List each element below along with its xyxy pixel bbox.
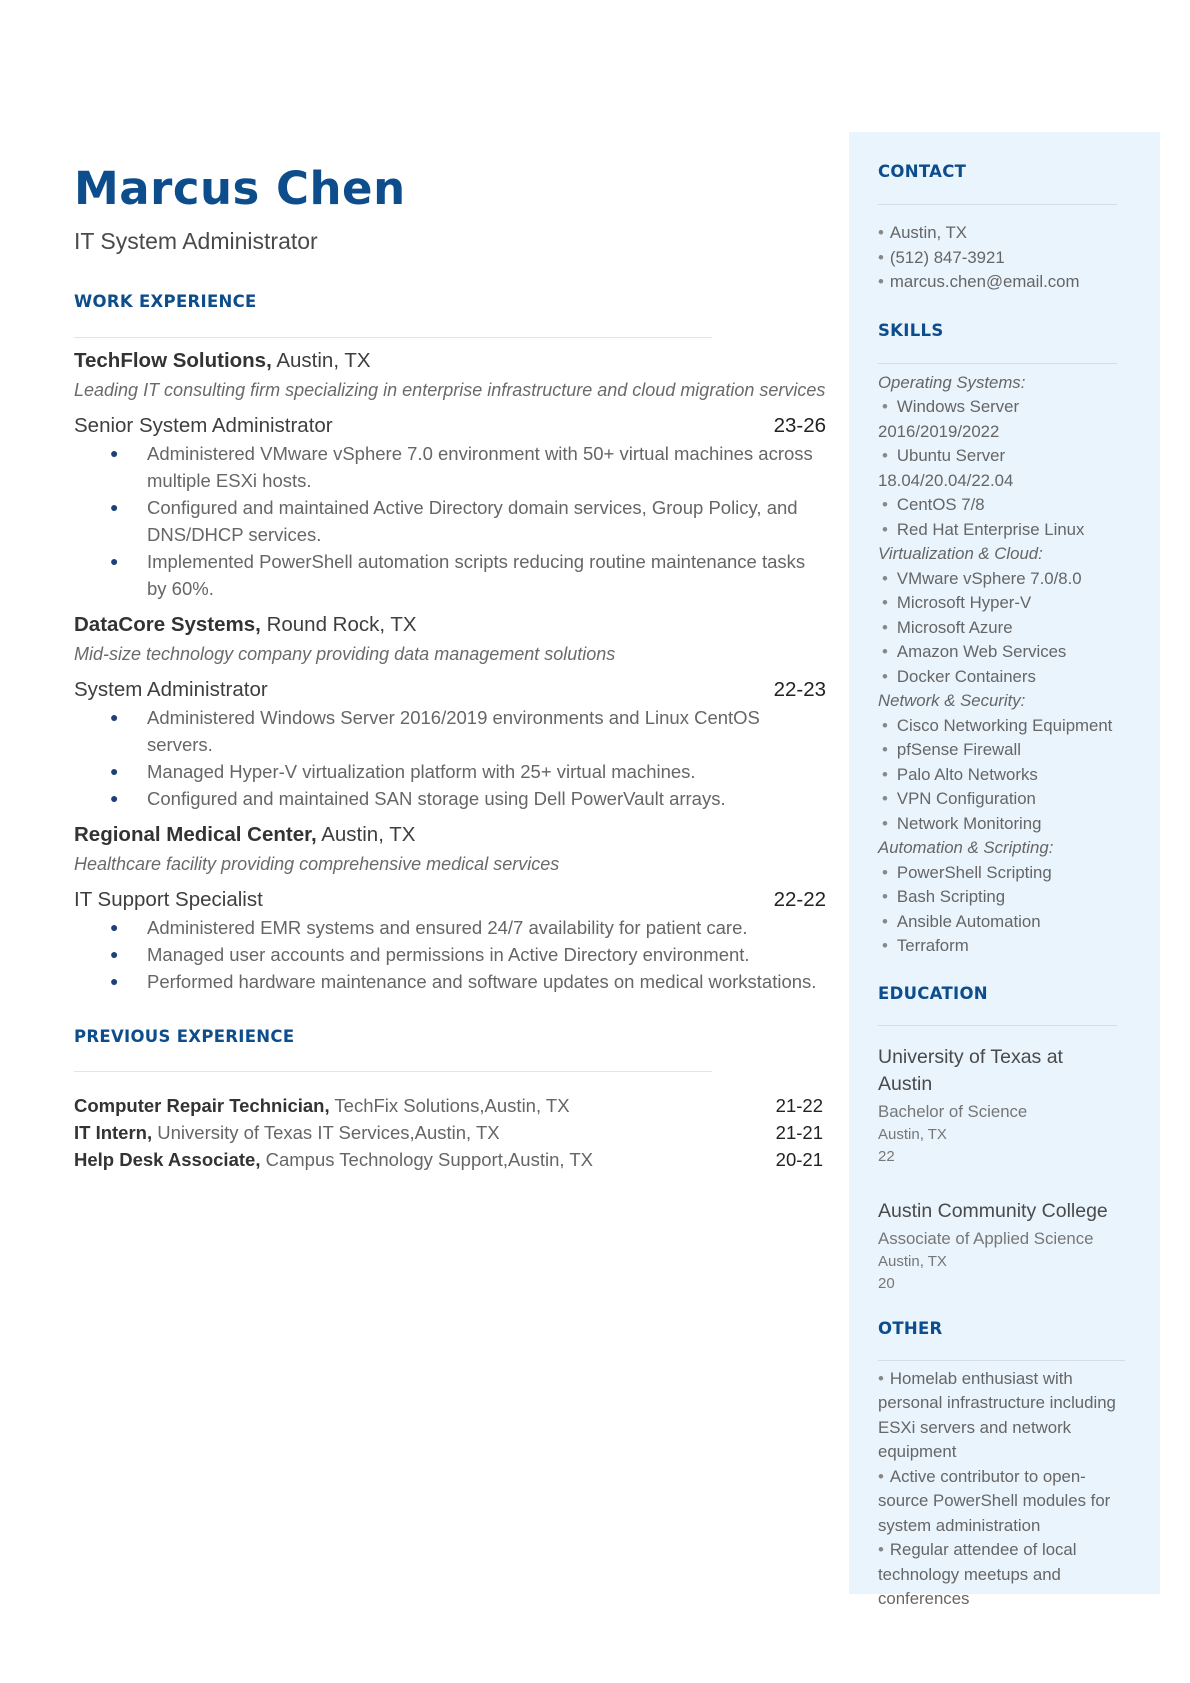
previous-job-role: IT Intern, [74,1122,153,1143]
contact-item: • Austin, TX [878,221,1160,246]
previous-job [74,1146,593,1173]
skill-item: • Ubuntu Server 18.04/20.04/22.04 [878,444,1128,493]
section-divider [878,1025,1117,1026]
skill-item: • Microsoft Hyper-V [878,591,1128,616]
other-item: • Regular attendee of local technology meetups and conferences [878,1538,1128,1612]
job-title: IT Support Specialist [74,888,263,911]
skill-item: • VPN Configuration [878,787,1128,812]
skill-item: • Microsoft Azure [878,616,1128,641]
skill-category: Operating Systems: [878,372,1026,392]
contact-item: • (512) 847-3921 [878,246,1160,271]
previous-job-org: TechFix Solutions,Austin, TX [329,1095,570,1116]
graduation-year: 22 [878,1147,895,1165]
section-divider [74,337,712,338]
job-title-row [74,676,826,703]
section-divider [878,204,1117,205]
school-location: Austin, TX [878,1125,947,1143]
company-header [74,822,826,848]
job-title-row [74,412,826,439]
bullet-item: ● Administered VMware vSphere 7.0 environment with 50+ virtual machines across multiple ESXi hosts. [74,440,826,494]
previous-experience-list [74,1092,826,1173]
skill-item: • Palo Alto Networks [878,763,1128,788]
education-heading: EDUCATION [878,983,988,1003]
bullet-item: ● Performed hardware maintenance and software updates on medical workstations. [74,968,826,995]
other-list [878,1367,1128,1612]
bullet-item: ● Configured and maintained Active Directory domain services, Group Policy, and DNS/DHCP services. [74,494,826,548]
company-location: Austin, TX [271,349,371,372]
previous-job-role: Help Desk Associate, [74,1149,261,1170]
previous-job-org: University of Texas IT Services,Austin, TX [152,1122,500,1143]
skill-item: • Cisco Networking Equipment [878,714,1128,739]
job-title: Senior System Administrator [74,414,333,437]
skill-item: • Windows Server 2016/2019/2022 [878,395,1128,444]
previous-job-row [74,1119,826,1146]
company-header [74,348,826,374]
company-name: Regional Medical Center, [74,823,317,846]
main-column [74,160,826,1173]
school-name: University of Texas at Austin [878,1045,1063,1095]
previous-job-role: Computer Repair Technician, [74,1095,330,1116]
section-divider [878,1360,1125,1361]
bullet-item: ● Configured and maintained SAN storage using Dell PowerVault arrays. [74,785,826,812]
other-heading: OTHER [878,1318,943,1338]
skills-list [878,371,1128,959]
previous-job [74,1092,570,1119]
skill-category: Network & Security: [878,691,1026,710]
company-name: TechFlow Solutions, [74,349,272,372]
skill-category: Automation & Scripting: [878,838,1054,857]
previous-job-dates: 21-22 [775,1095,823,1116]
sidebar [849,132,1160,1608]
graduation-year: 20 [878,1274,895,1292]
previous-job-dates: 21-21 [775,1122,823,1143]
education-list [878,1044,1160,1295]
job-bullets [74,440,826,602]
section-divider [74,1071,712,1072]
previous-job [74,1119,500,1146]
job-title: System Administrator [74,678,268,701]
company-name: DataCore Systems, [74,613,261,636]
skill-item: • PowerShell Scripting [878,861,1128,886]
bullet-item: ● Administered EMR systems and ensured 24/7 availability for patient care. [74,914,826,941]
bullet-item: ● Managed user accounts and permissions in Active Directory environment. [74,941,826,968]
other-item: • Active contributor to open-source PowerShell modules for system administration [878,1465,1128,1539]
previous-job-row [74,1146,826,1173]
section-divider [878,363,1117,364]
job-dates: 22-23 [773,678,826,701]
skill-item: • Docker Containers [878,665,1128,690]
work-experience-list [74,348,826,995]
candidate-name: Marcus Chen [74,162,406,215]
skill-item: • Network Monitoring [878,812,1128,837]
job-bullets [74,914,826,995]
education-entry [878,1198,1160,1295]
previous-job-org: Campus Technology Support,Austin, TX [260,1149,593,1170]
work-experience-heading: WORK EXPERIENCE [74,292,257,311]
company-location: Round Rock, TX [260,613,417,636]
job-title-row [74,886,826,913]
skill-item: • CentOS 7/8 [878,493,1128,518]
previous-job-dates: 20-21 [775,1149,823,1170]
company-header [74,612,826,638]
skill-item: • Ansible Automation [878,910,1128,935]
previous-experience-heading: PREVIOUS EXPERIENCE [74,1027,295,1046]
degree: Associate of Applied Science [878,1228,1094,1248]
skill-category: Virtualization & Cloud: [878,544,1043,563]
contact-list [878,221,1160,295]
job-dates: 22-22 [773,888,826,911]
company-description: Leading IT consulting firm specializing in enterprise infrastructure and cloud migration services [74,380,826,400]
bullet-item: ● Administered Windows Server 2016/2019 environments and Linux CentOS servers. [74,704,826,758]
company-location: Austin, TX [316,823,416,846]
skill-item: • Bash Scripting [878,885,1128,910]
skill-item: • VMware vSphere 7.0/8.0 [878,567,1128,592]
school-name: Austin Community College [878,1199,1108,1222]
skill-item: • Red Hat Enterprise Linux [878,518,1128,543]
candidate-title: IT System Administrator [74,228,318,254]
other-item: • Homelab enthusiast with personal infrastructure including ESXi servers and network equipment [878,1367,1128,1465]
job-dates: 23-26 [773,414,826,437]
company-description: Healthcare facility providing comprehensive medical services [74,854,560,874]
previous-job-row [74,1092,826,1119]
bullet-item: ● Implemented PowerShell automation scripts reducing routine maintenance tasks by 60%. [74,548,826,602]
skill-item: • pfSense Firewall [878,738,1128,763]
skill-item: • Amazon Web Services [878,640,1128,665]
contact-item: • marcus.chen@email.com [878,270,1160,295]
company-description: Mid-size technology company providing data management solutions [74,644,616,664]
school-location: Austin, TX [878,1252,947,1270]
skills-heading: SKILLS [878,320,944,340]
skill-item: • Terraform [878,934,1128,959]
contact-heading: CONTACT [878,162,967,181]
degree: Bachelor of Science [878,1101,1028,1121]
job-bullets [74,704,826,812]
bullet-item: ● Managed Hyper-V virtualization platform with 25+ virtual machines. [74,758,826,785]
education-entry [878,1044,1160,1168]
